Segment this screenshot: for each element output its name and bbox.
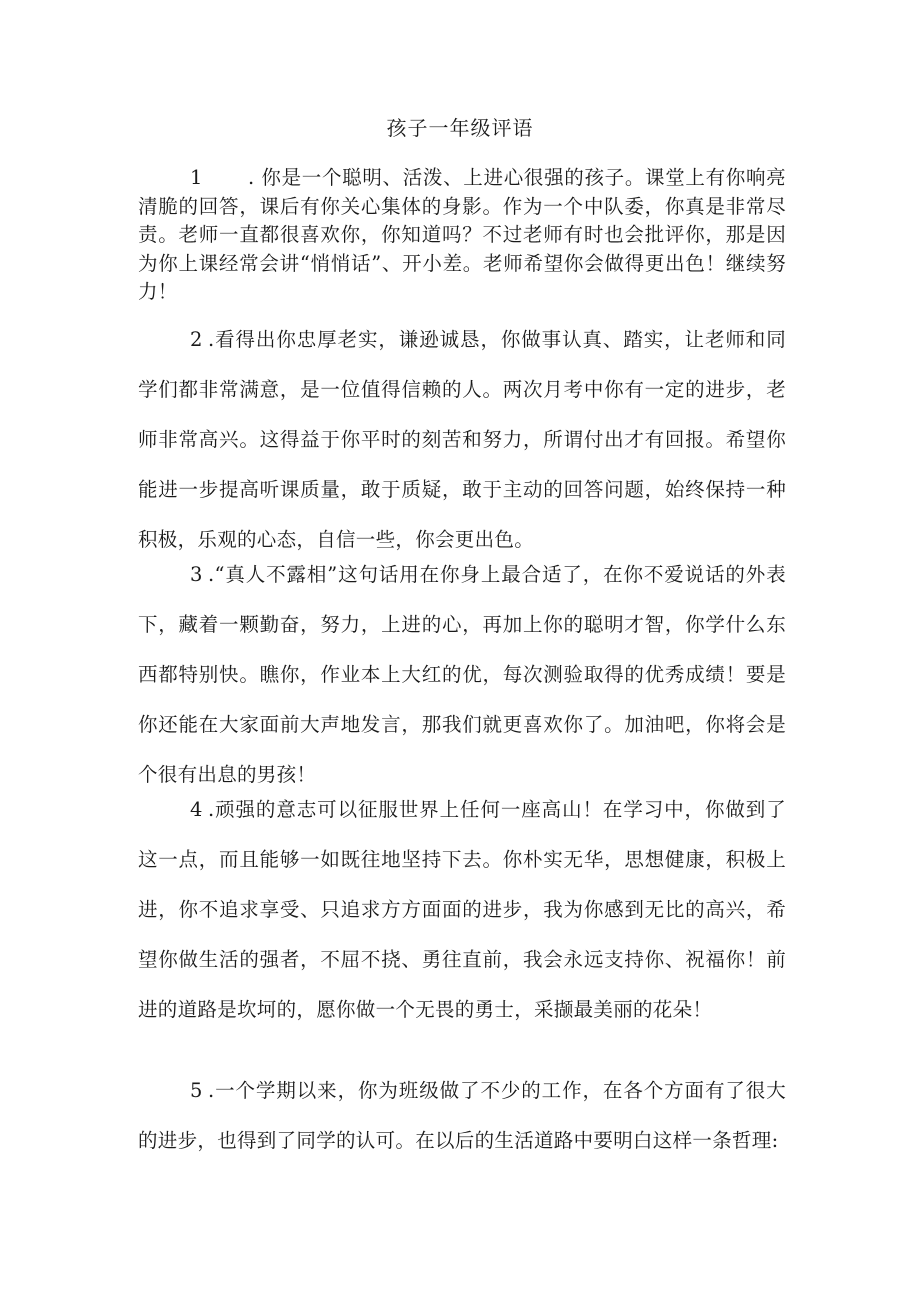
paragraph-number: 2 xyxy=(190,328,203,351)
paragraph-text: .“真人不露相”这句话用在你身上最合适了，在你不爱说话的外表下，藏着一颗勤奋，努力，上进的心，再加上你的聪明才智，你学什么东西都特别快。瞧你，作业本上大红的优，每次测验取得的优秀成绩！要是你还能在大家面前大声地发言，那我们就更喜欢你了。加油吧，你将会是个很有出息的男孩！ xyxy=(138,563,786,786)
paragraph-4 xyxy=(138,785,786,1035)
paragraph-number: 1 xyxy=(190,166,203,189)
paragraph-5 xyxy=(138,1066,786,1166)
paragraph-number: 3 xyxy=(190,563,203,586)
paragraph-3 xyxy=(138,550,786,800)
paragraph-text: . 你是一个聪明、活泼、上进心很强的孩子。课堂上有你响亮清脆的回答，课后有你关心集体的身影。作为一个中队委，你真是非常尽责。老师一直都很喜欢你，你知道吗？不过老师有时也会批评你，那是因为你上课经常会讲“悄悄话”、开小差。老师希望你会做得更出色！继续努力！ xyxy=(138,166,786,303)
document-title: 孩子一年级评语 xyxy=(386,116,534,140)
paragraph-1 xyxy=(138,164,786,307)
paragraph-number: 4 xyxy=(190,798,203,821)
paragraph-number: 5 xyxy=(190,1079,203,1102)
paragraph-2 xyxy=(138,315,786,565)
paragraph-text: .顽强的意志可以征服世界上任何一座高山！在学习中，你做到了这一点，而且能够一如既往地坚持下去。你朴实无华，思想健康，积极上进，你不追求享受、只追求方方面面的进步，我为你感到无比的高兴，希望你做生活的强者，不屈不挠、勇往直前，我会永远支持你、祝福你！前进的道路是坎坷的，愿你做一个无畏的勇士，采撷最美丽的花朵！ xyxy=(138,798,786,1021)
paragraph-text: .一个学期以来，你为班级做了不少的工作，在各个方面有了很大的进步，也得到了同学的认可。在以后的生活道路中要明白这样一条哲理: xyxy=(138,1079,786,1152)
paragraph-text: .看得出你忠厚老实，谦逊诚恳，你做事认真、踏实，让老师和同学们都非常满意，是一位值得信赖的人。两次月考中你有一定的进步，老师非常高兴。这得益于你平时的刻苦和努力，所谓付出才有回报。希望你能进一步提高听课质量，敢于质疑，敢于主动的回答问题，始终保持一种积极，乐观的心态，自信一些，你会更出色。 xyxy=(138,328,786,551)
